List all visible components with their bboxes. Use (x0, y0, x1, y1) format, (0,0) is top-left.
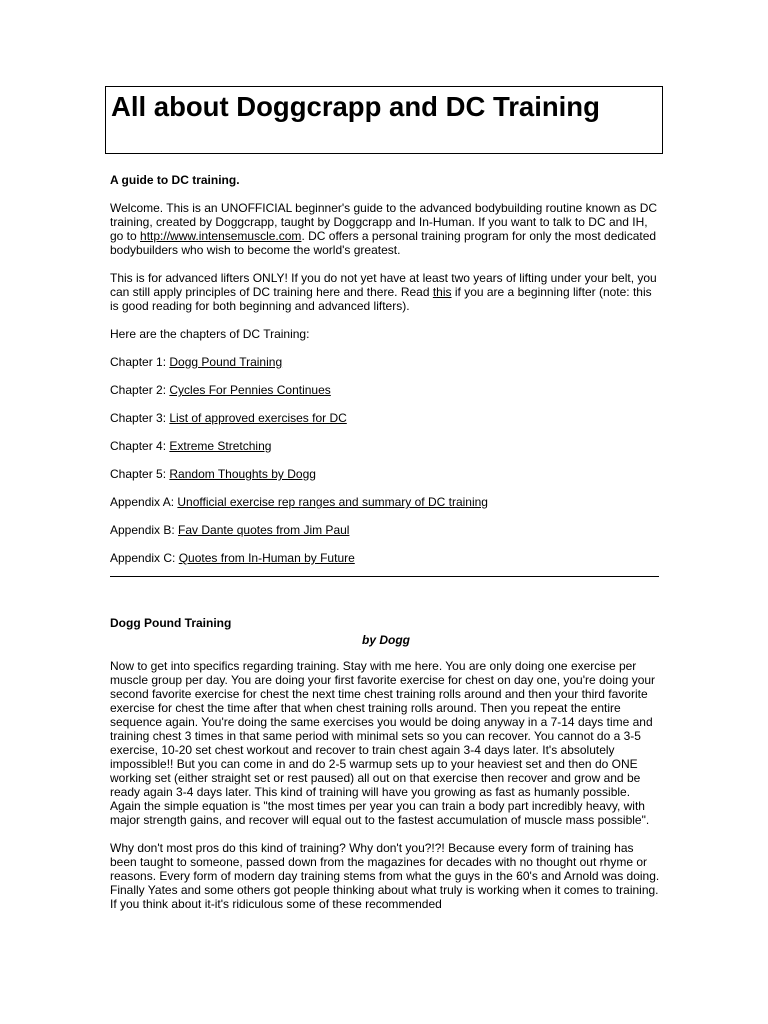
chapter-label: Chapter 1: (110, 355, 170, 369)
appendix-label: Appendix C: (110, 551, 179, 565)
appendix-c-link[interactable]: Quotes from In-Human by Future (178, 551, 355, 565)
appendix-label: Appendix A: (110, 495, 178, 509)
appendix-label: Appendix B: (110, 523, 179, 537)
advanced-text-1: This is for advanced lifters ONLY! If you do not yet have at least two years of lifting under your belt, you can still apply principles of DC training here and there. Read (110, 271, 657, 299)
section-paragraph-1: Now to get into specifics regarding training. Stay with me here. You are only doing one exercise per muscle group per day. You are doing your first favorite exercise for chest on day one, you're doing your second favorite exercise for chest the next time chest training rolls around and then your third favorite exercise for chest the time after that when chest training rolls around. Then you repeat the entire sequence again. You're doing the same exercises you would be doing anyway in a 7-14 days time and training chest 3 times in that same period with minimal sets so you can recover. You cannot do a 3-5 exercise, 10-20 set chest workout and recover to train chest again 3-4 days later. It's absolutely impossible!! But you can come in and do 2-5 warmup sets up to your heaviest set and then do ONE working set (either straight set or rest paused) all out on that exercise then recover and grow and be ready again 3-4 days later. This kind of training will have you growing as fast as humanly possible. Again the simple equation is "the most times per year you can train a body part incredibly heavy, with major strength gains, and recover will equal out to the fastest accumulation of muscle mass possible". (110, 659, 656, 827)
chapter-4-link[interactable]: Extreme Stretching (169, 439, 272, 453)
appendix-a-link[interactable]: Unofficial exercise rep ranges and summary of DC training (177, 495, 488, 509)
appendix-a-item (110, 495, 662, 509)
chapter-label: Chapter 3: (110, 411, 170, 425)
chapter-label: Chapter 5: (110, 467, 170, 481)
chapter-label: Chapter 2: (110, 383, 170, 397)
appendix-b-link[interactable]: Fav Dante quotes from Jim Paul (178, 523, 350, 537)
appendix-b-item (110, 523, 662, 537)
advanced-text-2: if you are a beginning lifter (note: this is good reading for both beginning and advanced lifters). (110, 285, 652, 313)
chapters-intro: Here are the chapters of DC Training: (110, 327, 310, 341)
dogg-pound-section (110, 616, 662, 911)
section-divider (110, 576, 659, 577)
chapter-2-link[interactable]: Cycles For Pennies Continues (169, 383, 331, 397)
welcome-text-2: . DC offers a personal training program for only the most dedicated bodybuilders who wish to become the world's greatest. (110, 229, 657, 257)
title-box (105, 86, 663, 154)
chapter-1-link[interactable]: Dogg Pound Training (169, 355, 283, 369)
section-byline: by Dogg (362, 633, 410, 647)
beginner-guide-link[interactable]: this (432, 285, 452, 299)
appendix-c-item (110, 551, 662, 565)
advanced-paragraph (110, 271, 662, 313)
subtitle: A guide to DC training. (110, 173, 240, 187)
section-paragraph-2: Why don't most pros do this kind of training? Why don't you?!?! Because every form of training has been taught to someone, passed down from the magazines for decades with no thought out rhyme or reasons. Every form of modern day training stems from what the guys in the 60's and Arnold was doing. Finally Yates and some others got people thinking about what truly is working when it comes to training. If you think about it-it's ridiculous some of these recommended (110, 841, 660, 911)
chapter-3-link[interactable]: List of approved exercises for DC (169, 411, 347, 425)
chapter-5-link[interactable]: Random Thoughts by Dogg (169, 467, 316, 481)
intensemuscle-link[interactable]: http://www.intensemuscle.com (140, 229, 302, 243)
page-title: All about Doggcrapp and DC Training (111, 91, 600, 122)
chapter-1-item (110, 355, 662, 369)
chapter-5-item (110, 467, 662, 481)
welcome-paragraph (110, 201, 662, 257)
chapter-2-item (110, 383, 662, 397)
chapter-4-item (110, 439, 662, 453)
section-heading: Dogg Pound Training (110, 616, 232, 630)
chapter-3-item (110, 411, 662, 425)
intro-content (110, 173, 662, 565)
chapter-label: Chapter 4: (110, 439, 170, 453)
welcome-text-1: Welcome. This is an UNOFFICIAL beginner's guide to the advanced bodybuilding routine known as DC training, created by Doggcrapp, taught by Doggcrapp and In-Human. If you want to talk to DC and IH, go to (110, 201, 658, 243)
